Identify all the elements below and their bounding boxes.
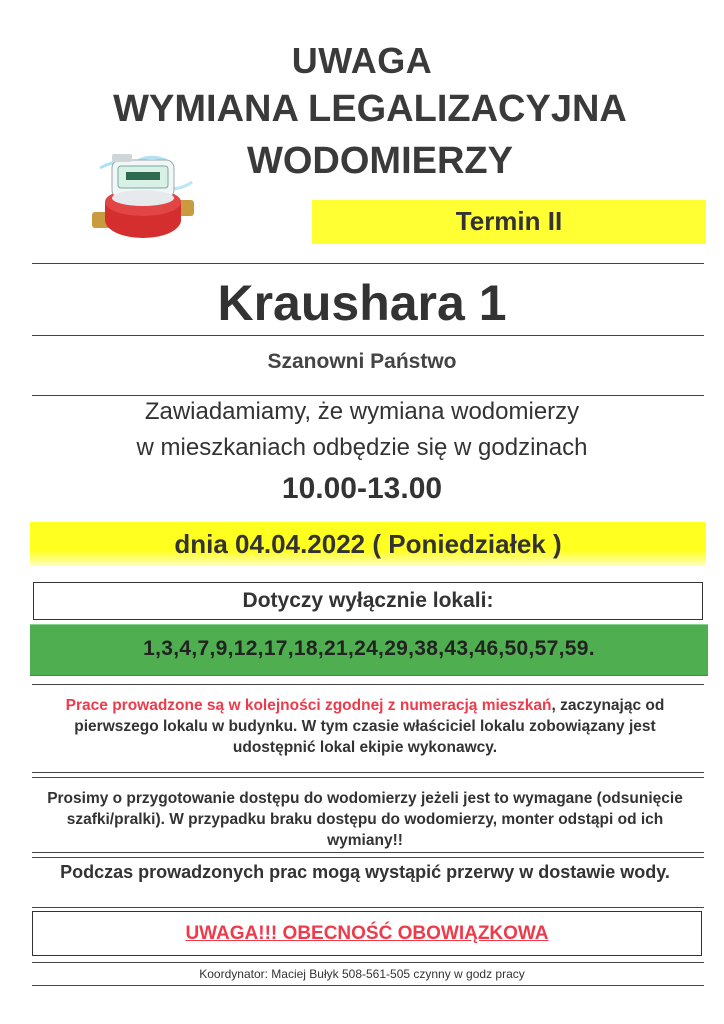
divider (32, 684, 704, 685)
date: dnia 04.04.2022 ( Poniedziałek ) (174, 529, 562, 559)
divider (32, 852, 704, 853)
paragraph-order (40, 695, 690, 758)
paragraph-access: Prosimy o przygotowanie dostępu do wodomierzy jeżeli jest to wymagane (odsunięcie szafki/pralki). W przypadku braku dostępu do wodomierzy, monter odstąpi od ich wymiany!! (47, 790, 683, 849)
title-wymiana: WYMIANA LEGALIZACYJNA (113, 88, 627, 130)
info-line-1: Zawiadamiamy, że wymiana wodomierzy (144, 398, 580, 425)
paragraph-order-highlight: Prace prowadzone są w kolejności zgodnej z numeracją mieszkań (65, 697, 552, 714)
coordinator-contact: Koordynator: Maciej Bułyk 508-561-505 czynny w godz pracy (199, 967, 525, 981)
greeting: Szanowni Państwo (267, 350, 457, 373)
divider (32, 907, 704, 908)
divider (32, 777, 704, 778)
divider (32, 772, 704, 773)
units-label: Dotyczy wyłącznie lokali: (242, 589, 494, 612)
divider (32, 857, 704, 858)
divider (32, 263, 704, 264)
water-meter-image (88, 150, 198, 250)
street-address: Kraushara 1 (217, 275, 507, 331)
divider (32, 395, 704, 396)
paragraph-order-rest: , zaczynając od pierwszego lokalu w budynku. W tym czasie właściciel lokalu zobowiązany jest udostępnić lokal ekipie wykonawcy. (74, 697, 665, 756)
divider (32, 985, 704, 986)
title-wodomierzy: WODOMIERZY (247, 140, 513, 182)
attendance-warning: UWAGA!!! OBECNOŚĆ OBOWIĄZKOWA (185, 923, 549, 944)
units-list: 1,3,4,7,9,12,17,18,21,24,29,38,43,46,50,57,59. (143, 637, 595, 660)
title-uwaga: UWAGA (291, 40, 433, 81)
divider (32, 962, 704, 963)
info-line-2: w mieszkaniach odbędzie się w godzinach (136, 434, 588, 461)
divider (32, 335, 704, 336)
hours: 10.00-13.00 (281, 472, 443, 505)
term-label: Termin II (455, 206, 563, 236)
paragraph-interruptions: Podczas prowadzonych prac mogą wystąpić przerwy w dostawie wody. (60, 862, 670, 882)
